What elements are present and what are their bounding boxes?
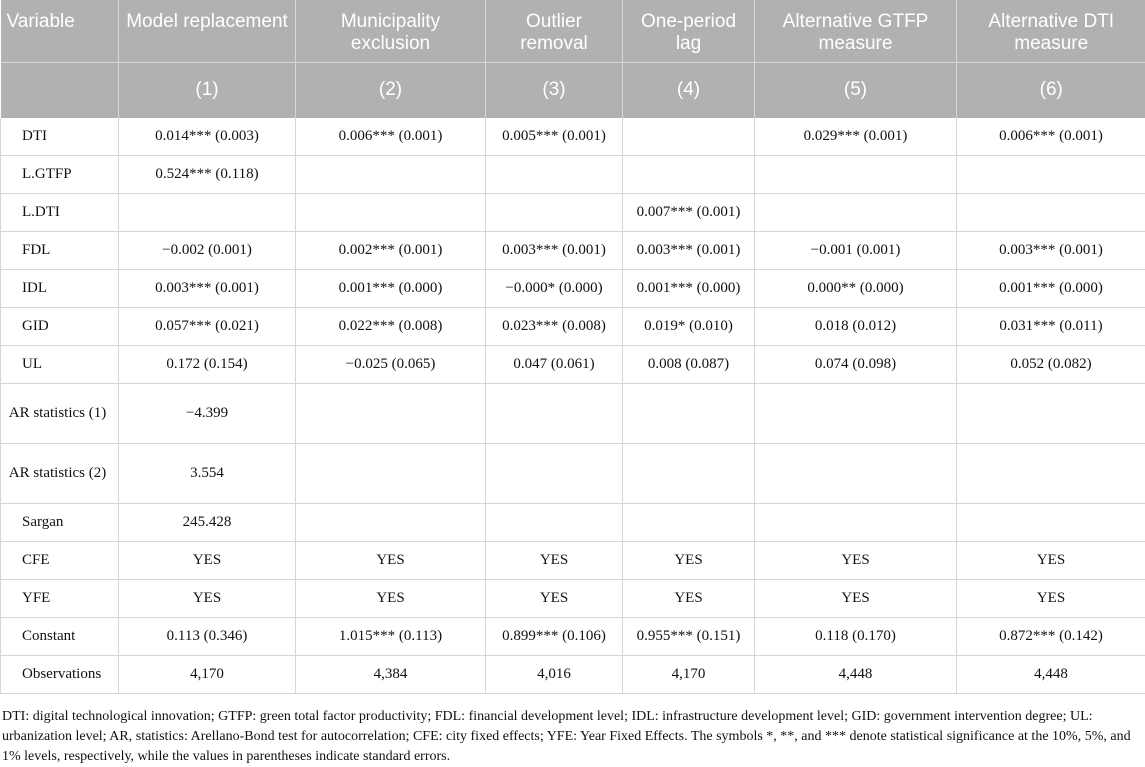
table-cell [296, 193, 486, 231]
table-cell [755, 503, 957, 541]
table-cell [486, 503, 623, 541]
table-cell [957, 193, 1145, 231]
table-cell: 0.172 (0.154) [119, 345, 296, 383]
table-cell: 0.057*** (0.021) [119, 307, 296, 345]
table-cell: 245.428 [119, 503, 296, 541]
header-outlier-removal: Outlier removal [486, 0, 623, 62]
header-municipality-exclusion: Municipality exclusion [296, 0, 486, 62]
table-cell [296, 155, 486, 193]
table-body [1, 118, 1145, 694]
row-label: YFE [1, 579, 119, 617]
column-number-1: (1) [119, 62, 296, 118]
table-cell: 4,448 [957, 655, 1145, 693]
table-row [1, 269, 1145, 307]
table-cell: 4,448 [755, 655, 957, 693]
table-cell: 0.031*** (0.011) [957, 307, 1145, 345]
table-cell [957, 503, 1145, 541]
table-cell: 4,016 [486, 655, 623, 693]
table-row [1, 541, 1145, 579]
table-cell [486, 443, 623, 503]
table-cell: YES [296, 541, 486, 579]
table-cell: 0.001*** (0.000) [623, 269, 755, 307]
table-row [1, 231, 1145, 269]
row-label: L.GTFP [1, 155, 119, 193]
table-cell: −0.001 (0.001) [755, 231, 957, 269]
table-cell: 0.002*** (0.001) [296, 231, 486, 269]
table-cell: 0.074 (0.098) [755, 345, 957, 383]
table-cell [296, 383, 486, 443]
row-label: Constant [1, 617, 119, 655]
table-cell: YES [486, 541, 623, 579]
column-number-empty [1, 62, 119, 118]
table-cell [623, 443, 755, 503]
table-cell: 0.113 (0.346) [119, 617, 296, 655]
table-cell [119, 193, 296, 231]
table-cell: 0.014*** (0.003) [119, 118, 296, 156]
header-model-replacement: Model replacement [119, 0, 296, 62]
table-row [1, 617, 1145, 655]
table-cell: YES [755, 541, 957, 579]
table-cell: 1.015*** (0.113) [296, 617, 486, 655]
table-row [1, 307, 1145, 345]
row-label: FDL [1, 231, 119, 269]
column-number-3: (3) [486, 62, 623, 118]
table-cell: 0.955*** (0.151) [623, 617, 755, 655]
table-cell: 0.003*** (0.001) [957, 231, 1145, 269]
table-row [1, 118, 1145, 156]
header-one-period-lag: One-period lag [623, 0, 755, 62]
table-cell [623, 155, 755, 193]
table-cell: 0.003*** (0.001) [623, 231, 755, 269]
table-cell: 0.001*** (0.000) [296, 269, 486, 307]
row-label: Observations [1, 655, 119, 693]
table-cell: −4.399 [119, 383, 296, 443]
table-cell: −0.025 (0.065) [296, 345, 486, 383]
table-row [1, 345, 1145, 383]
table-cell [755, 155, 957, 193]
table-header [1, 0, 1145, 118]
row-label: AR statistics (1) [1, 383, 119, 443]
table-cell [957, 155, 1145, 193]
table-cell [957, 443, 1145, 503]
table-cell: 0.872*** (0.142) [957, 617, 1145, 655]
table-row [1, 383, 1145, 443]
table-cell: 0.000** (0.000) [755, 269, 957, 307]
table-cell: 0.018 (0.012) [755, 307, 957, 345]
header-row [1, 0, 1145, 62]
row-label: GID [1, 307, 119, 345]
table-cell [755, 193, 957, 231]
table-cell [755, 443, 957, 503]
table-cell: 4,384 [296, 655, 486, 693]
table-cell [296, 443, 486, 503]
row-label: Sargan [1, 503, 119, 541]
table-cell: 0.003*** (0.001) [486, 231, 623, 269]
table-cell: −0.000* (0.000) [486, 269, 623, 307]
table-cell [486, 193, 623, 231]
table-cell: YES [623, 541, 755, 579]
header-alternative-gtfp: Alternative GTFP measure [755, 0, 957, 62]
table-cell [623, 503, 755, 541]
table-row [1, 193, 1145, 231]
table-cell: 0.008 (0.087) [623, 345, 755, 383]
table-cell: 0.001*** (0.000) [957, 269, 1145, 307]
table-cell [486, 383, 623, 443]
table-cell: YES [119, 579, 296, 617]
table-row [1, 155, 1145, 193]
table-cell [755, 383, 957, 443]
column-number-row [1, 62, 1145, 118]
table-footnote: DTI: digital technological innovation; GTFP: green total factor productivity; FDL: financial development level; IDL: infrastructure development level; GID: government intervention degree; UL: urbanization level; AR, statistics: Arellano-Bond test for autocorrelation; CFE: city fixed effects; YFE: Year Fixed Effects. The symbols *, **, and *** denote statistical significance at the 10%, 5%, and 1% levels, respectively, while the values in parentheses indicate standard errors. [2, 707, 1140, 767]
table-row [1, 655, 1145, 693]
table-cell [296, 503, 486, 541]
table-cell: 0.006*** (0.001) [296, 118, 486, 156]
table-cell: 4,170 [623, 655, 755, 693]
row-label: AR statistics (2) [1, 443, 119, 503]
header-alternative-dti: Alternative DTI measure [957, 0, 1145, 62]
table-cell: 0.047 (0.061) [486, 345, 623, 383]
table-cell: 0.023*** (0.008) [486, 307, 623, 345]
table-cell: YES [957, 579, 1145, 617]
row-label: UL [1, 345, 119, 383]
column-number-4: (4) [623, 62, 755, 118]
header-variable: Variable [1, 0, 119, 62]
column-number-6: (6) [957, 62, 1145, 118]
table-cell [623, 118, 755, 156]
table-cell: YES [755, 579, 957, 617]
table-cell: YES [119, 541, 296, 579]
row-label: CFE [1, 541, 119, 579]
table-cell: 0.003*** (0.001) [119, 269, 296, 307]
table-row [1, 443, 1145, 503]
table-cell [486, 155, 623, 193]
table-cell [957, 383, 1145, 443]
table-cell: YES [486, 579, 623, 617]
table-cell: YES [957, 541, 1145, 579]
table-cell: 0.022*** (0.008) [296, 307, 486, 345]
table-cell: 0.029*** (0.001) [755, 118, 957, 156]
table-cell: YES [296, 579, 486, 617]
table-cell: 0.007*** (0.001) [623, 193, 755, 231]
table-cell: 0.524*** (0.118) [119, 155, 296, 193]
table-cell: 4,170 [119, 655, 296, 693]
table-cell: 0.899*** (0.106) [486, 617, 623, 655]
row-label: DTI [1, 118, 119, 156]
table-cell: 0.019* (0.010) [623, 307, 755, 345]
table-cell: 0.005*** (0.001) [486, 118, 623, 156]
table-cell: 0.118 (0.170) [755, 617, 957, 655]
table-cell: 0.006*** (0.001) [957, 118, 1145, 156]
row-label: L.DTI [1, 193, 119, 231]
row-label: IDL [1, 269, 119, 307]
column-number-5: (5) [755, 62, 957, 118]
table-cell: −0.002 (0.001) [119, 231, 296, 269]
table-cell: 0.052 (0.082) [957, 345, 1145, 383]
table-cell: 3.554 [119, 443, 296, 503]
column-number-2: (2) [296, 62, 486, 118]
table-cell: YES [623, 579, 755, 617]
table-row [1, 579, 1145, 617]
table-cell [623, 383, 755, 443]
table-row [1, 503, 1145, 541]
